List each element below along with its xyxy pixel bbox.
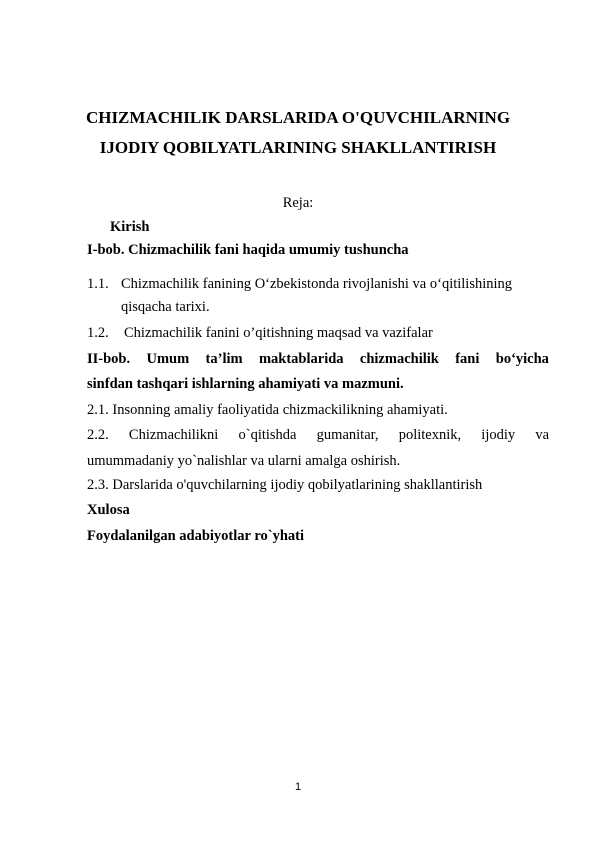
- toc-section-2-2-word: politexnik,: [398, 427, 462, 443]
- toc-chapter-2-word: maktablarida: [258, 351, 344, 367]
- toc-conclusion: Xulosa: [87, 502, 130, 518]
- toc-chapter-1: I-bob. Chizmachilik fani haqida umumiy tushuncha: [87, 242, 409, 258]
- toc-section-2-2-word: Chizmachilikni: [128, 427, 219, 443]
- toc-references: Foydalanilgan adabiyotlar ro`yhati: [87, 528, 304, 544]
- document-title-line-1: CHIZMACHILIK DARSLARIDA O'QUVCHILARNING: [85, 108, 511, 127]
- toc-section-2-2-word: 2.2.: [87, 427, 109, 443]
- toc-section-2-2-word: gumanitar,: [316, 427, 379, 443]
- toc-section-2-2-word: va: [535, 427, 549, 443]
- toc-chapter-2-word: chizmachilik: [359, 351, 439, 367]
- toc-section-1-1-line-2: qisqacha tarixi.: [121, 299, 210, 315]
- toc-section-1-1-line-1: Chizmachilik fanining O‘zbekistonda rivojlanishi va o‘qitilishining: [121, 276, 513, 292]
- toc-section-2-2-line-1: [87, 426, 549, 444]
- toc-chapter-2-word: II-bob.: [87, 351, 131, 367]
- toc-section-2-2-word: ijodiy: [481, 427, 516, 443]
- toc-section-1-1-number: 1.1.: [87, 276, 109, 292]
- toc-intro: Kirish: [110, 219, 150, 235]
- document-title-line-2: IJODIY QOBILYATLARINING SHAKLLANTIRISH: [99, 138, 497, 157]
- page-number: 1: [294, 781, 302, 793]
- toc-section-2-2-line-2: umummadaniy yo`nalishlar va ularni amalga oshirish.: [87, 453, 401, 469]
- toc-section-2-2-word: o`qitishda: [238, 427, 297, 443]
- toc-chapter-2-word: ta’lim: [205, 351, 243, 367]
- toc-section-1-2-text: Chizmachilik fanini o’qitishning maqsad va vazifalar: [124, 325, 433, 341]
- toc-chapter-2-word: Umum: [146, 351, 190, 367]
- toc-section-2-1: 2.1. Insonning amaliy faoliyatida chizmackilikning ahamiyati.: [87, 402, 448, 418]
- toc-chapter-2-line-1: [87, 350, 549, 368]
- toc-chapter-2-word: fani: [455, 351, 480, 367]
- toc-chapter-2-word: bo‘yicha: [495, 351, 549, 367]
- toc-section-1-2-number: 1.2.: [87, 325, 109, 341]
- toc-chapter-2-line-2: sinfdan tashqari ishlarning ahamiyati va mazmuni.: [87, 376, 404, 392]
- toc-section-2-3: 2.3. Darslarida o'quvchilarning ijodiy qobilyatlarining shakllantirish: [87, 477, 483, 493]
- plan-heading: Reja:: [282, 195, 314, 211]
